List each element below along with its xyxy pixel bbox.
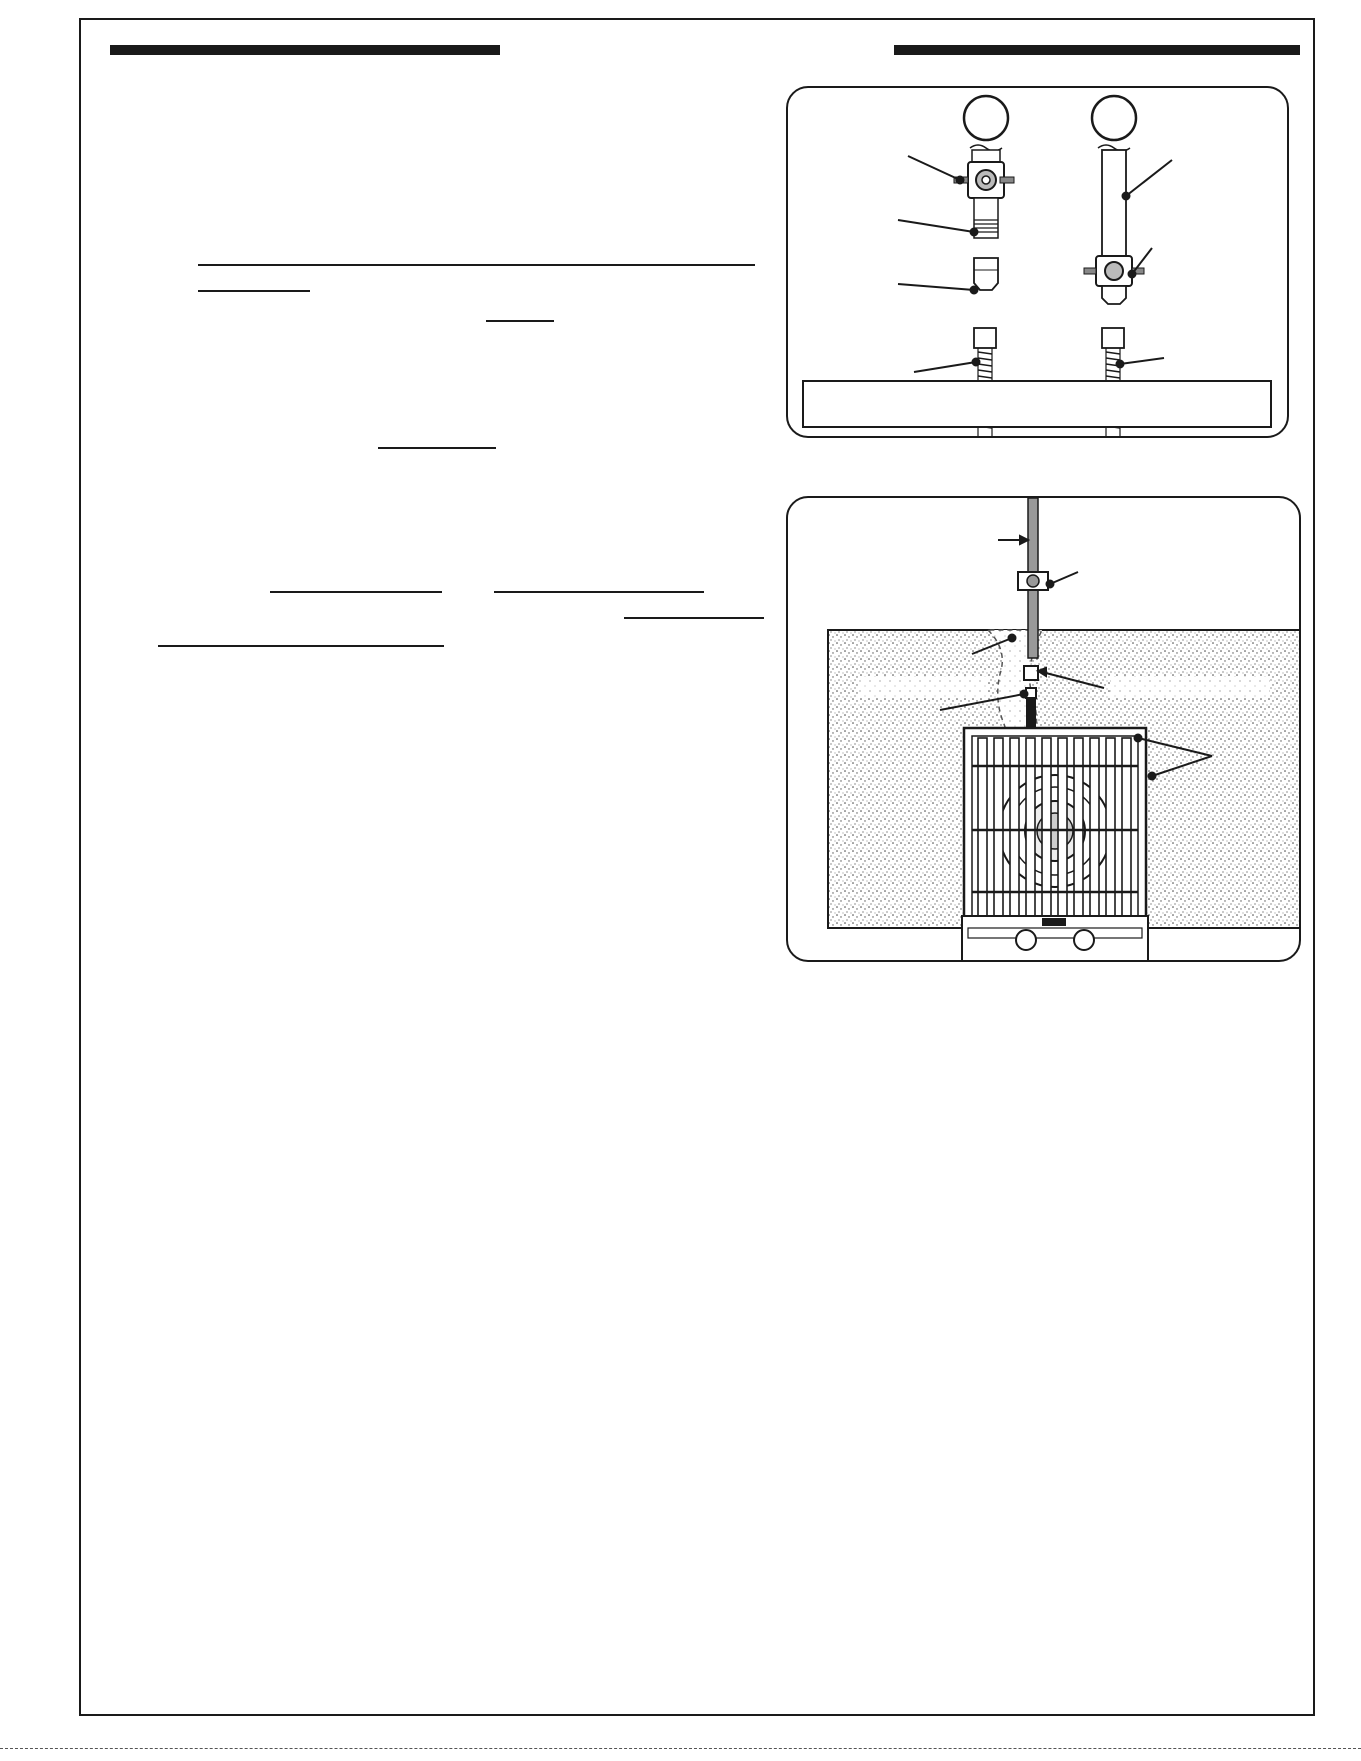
underline-rule — [198, 290, 310, 292]
underline-rule — [378, 447, 496, 449]
right-header-bar — [894, 45, 1300, 55]
callout-circle-a — [964, 96, 1008, 140]
installation-drawing — [788, 498, 1301, 962]
footer-line — [0, 1748, 1361, 1750]
underline-rule — [486, 320, 554, 322]
gas-connection-figure — [786, 86, 1289, 438]
underline-rule — [624, 617, 764, 619]
figure-caption-box — [802, 380, 1272, 428]
installation-figure — [786, 496, 1301, 962]
callout-circle-b — [1092, 96, 1136, 140]
underline-rule — [158, 645, 444, 647]
underline-rule — [270, 591, 442, 593]
underline-rule — [198, 264, 755, 266]
underline-rule — [494, 591, 704, 593]
left-header-bar — [110, 45, 500, 55]
